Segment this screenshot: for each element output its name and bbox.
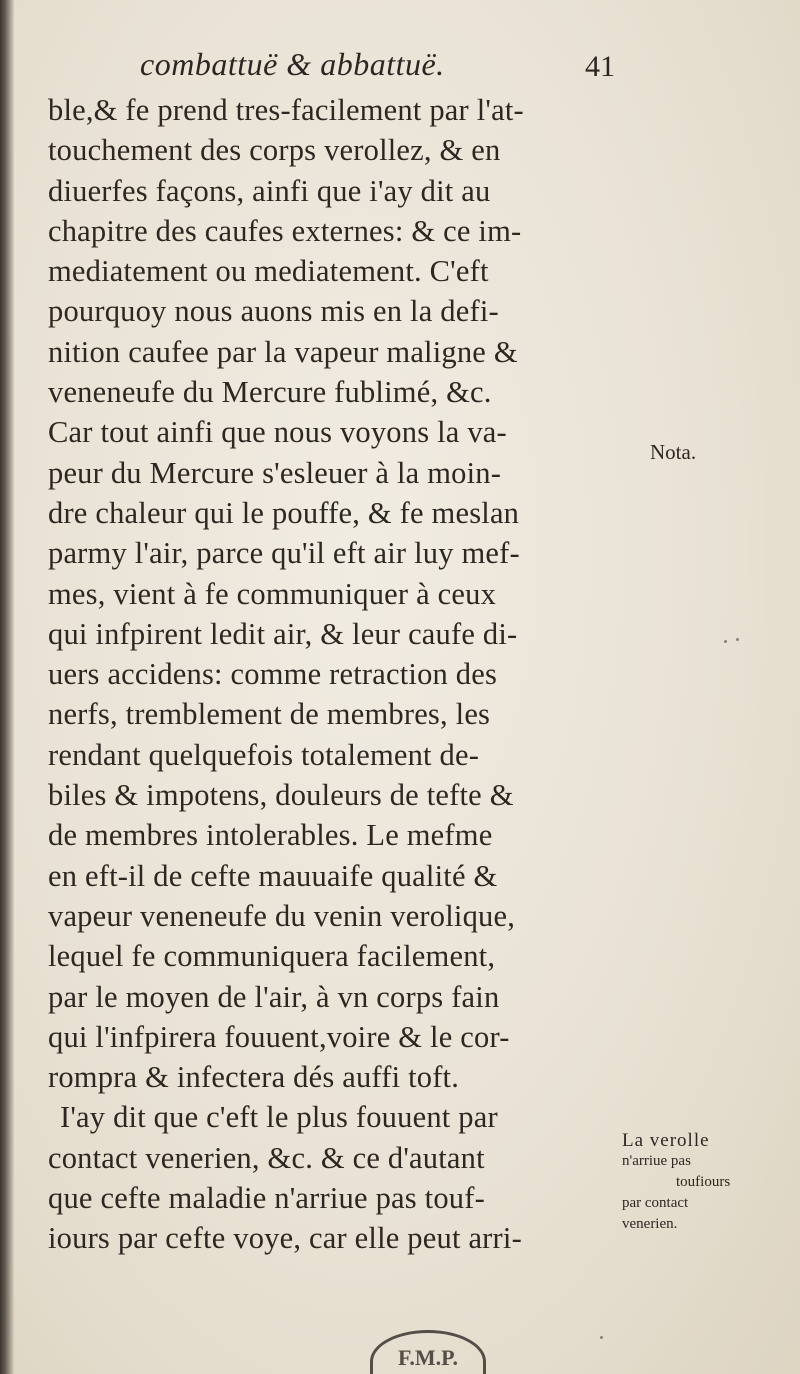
gloss-line: n'arriue pas — [622, 1153, 691, 1169]
text-line: rompra & infectera dés auffi toft. — [48, 1060, 460, 1095]
gloss-line: La verolle — [622, 1130, 710, 1151]
text-line: touchement des corps verollez, & en — [48, 133, 501, 168]
paper-speck — [736, 638, 739, 641]
page-gutter-shadow — [0, 0, 14, 1374]
text-line: lequel fe communiquera facilement, — [48, 939, 496, 974]
text-line: peur du Mercure s'esleuer à la moin- — [48, 455, 502, 490]
margin-gloss — [622, 1130, 792, 1235]
text-line: par le moyen de l'air, à vn corps fain — [48, 979, 500, 1014]
text-line: mediatement ou mediatement. C'eft — [48, 254, 489, 289]
text-line: I'ay dit que c'eft le plus fouuent par — [60, 1100, 498, 1135]
text-line: diuerfes façons, ainfi que i'ay dit au — [48, 173, 491, 208]
library-stamp — [370, 1330, 486, 1374]
text-line: iours par cefte voye, car elle peut arri- — [48, 1221, 522, 1256]
text-line: chapitre des caufes externes: & ce im- — [48, 213, 522, 248]
text-line: en eft-il de cefte mauuaife qualité & — [48, 858, 498, 893]
text-line: de membres intolerables. Le mefme — [48, 818, 493, 853]
running-head: combattuë & abbattuë. — [140, 46, 445, 82]
text-line: uers accidens: comme retraction des — [48, 657, 498, 692]
gloss-line: toufiours — [676, 1174, 731, 1190]
text-line: biles & impotens, douleurs de tefte & — [48, 778, 514, 813]
text-line: que cefte maladie n'arriue pas touf- — [48, 1181, 485, 1216]
gloss-line: par contact — [622, 1195, 689, 1211]
text-line: qui infpirent ledit air, & leur caufe di- — [48, 616, 518, 651]
text-line: Car tout ainfi que nous voyons la va- — [48, 415, 507, 450]
paper-speck — [724, 640, 727, 643]
text-line: vapeur veneneufe du venin verolique, — [48, 898, 516, 933]
text-line: nition caufee par la vapeur maligne & — [48, 334, 518, 369]
body-text — [48, 90, 628, 1259]
text-line: nerfs, tremblement de membres, les — [48, 697, 491, 732]
page-number: 41 — [585, 50, 615, 83]
text-line: dre chaleur qui le pouffe, & fe meslan — [48, 495, 520, 530]
text-line: qui l'infpirera fouuent,voire & le cor- — [48, 1019, 510, 1054]
margin-note-nota: Nota. — [650, 440, 697, 464]
paper-speck — [600, 1336, 603, 1339]
text-line: contact venerien, &c. & ce d'autant — [48, 1140, 485, 1175]
text-line: mes, vient à fe communiquer à ceux — [48, 576, 497, 611]
text-line: ble,& fe prend tres-facilement par l'at- — [48, 93, 524, 127]
text-line: pourquoy nous auons mis en la defi- — [48, 294, 499, 329]
text-line: parmy l'air, parce qu'il eft air luy mef- — [48, 536, 520, 571]
stamp-text: F.M.P. — [397, 1345, 459, 1370]
gloss-line: venerien. — [622, 1216, 678, 1232]
text-line: veneneufe du Mercure fublimé, &c. — [48, 375, 492, 410]
text-line: rendant quelquefois totalement de- — [48, 737, 480, 772]
